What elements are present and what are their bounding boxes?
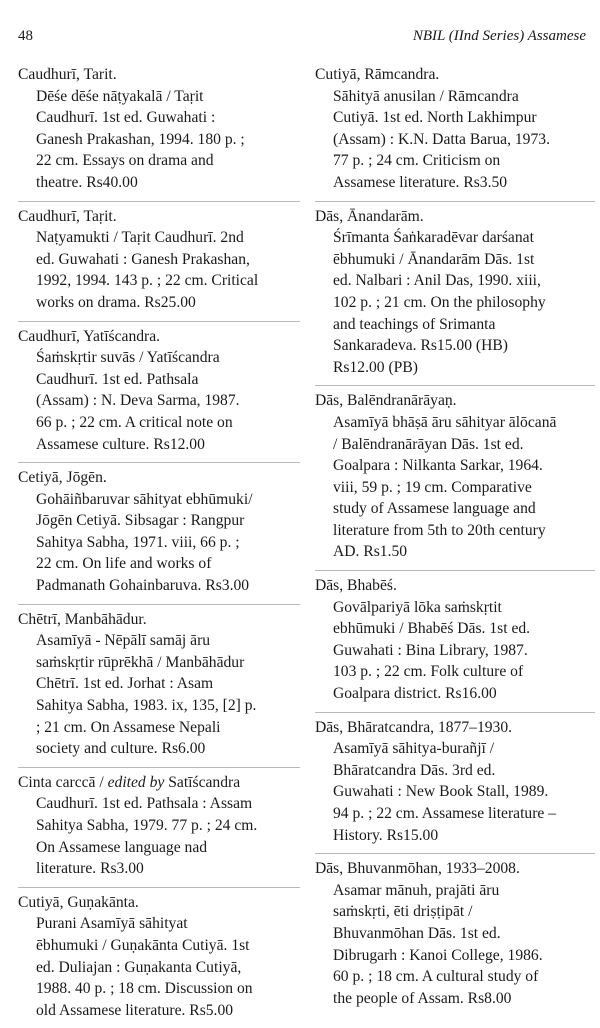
catalog-entry (315, 201, 595, 386)
entry-line: Asamīyā - Nēpālī samāj āru (36, 632, 211, 650)
entry-heading (18, 772, 300, 794)
entry-line: History. Rs15.00 (333, 826, 439, 844)
catalog-entry (18, 64, 300, 201)
entry-line: ed. Nalbari : Anil Das, 1990. xiii, (333, 272, 541, 290)
entry-line: Asamīyā sāhitya-burañjī / (333, 740, 495, 758)
entry-description (18, 489, 300, 597)
entry-heading-text: Cutiyā, Rāmcandra. (315, 66, 440, 83)
entry-heading (315, 575, 595, 597)
entry-line: Ganesh Prakashan, 1994. 180 p. ; (36, 130, 245, 148)
entry-line: literature. Rs3.00 (36, 860, 144, 878)
entry-line: Jōgēn Cetiyā. Sibsagar : Rangpur (36, 512, 245, 530)
entry-line: 77 p. ; 24 cm. Criticism on (333, 152, 501, 170)
catalog-entry (315, 64, 595, 201)
entry-description (315, 880, 595, 1010)
entry-line: Purani Asamīyā sāhityat (36, 915, 188, 933)
catalog-entry (18, 767, 300, 887)
entry-heading (18, 467, 300, 489)
entry-description (315, 227, 595, 378)
entry-line: the people of Assam. Rs8.00 (333, 989, 512, 1007)
entry-heading-text: Cutiyā, Guṇakānta. (18, 893, 139, 911)
entry-line: ; 21 cm. On Assamese Nepali (36, 718, 221, 736)
entry-line: Gohāiñbaruvar sāhityat ebhūmuki/ (36, 490, 253, 508)
entry-description (18, 630, 300, 760)
entry-line: Śrīmanta Śaṅkaradēvar darśanat (333, 229, 534, 247)
entry-line: ebhūmuki / Bhabēś Dās. 1st ed. (333, 620, 531, 638)
entry-line: Sāhityā anusilan / Rāmcandra (333, 87, 519, 105)
entry-heading (315, 717, 595, 739)
entry-line: works on drama. Rs25.00 (36, 293, 196, 311)
entry-line: society and culture. Rs6.00 (36, 740, 206, 758)
right-column (315, 64, 595, 1016)
entry-line: Rs12.00 (PB) (333, 358, 418, 376)
entry-line: Sahitya Sabha, 1983. ix, 135, [2] p. (36, 697, 257, 715)
entry-line: ēbhumuki / Ānandarām Dās. 1st (333, 250, 535, 268)
entry-line: study of Assamese language and (333, 500, 536, 518)
entry-line: saṁskṛti, ēti driṣṭipāt / (333, 903, 473, 921)
page-number: 48 (18, 28, 33, 44)
entry-line: Goalpara district. Rs16.00 (333, 685, 497, 703)
entry-description (18, 793, 300, 879)
entry-line: (Assam) : N. Deva Sarma, 1987. (36, 392, 240, 410)
catalog-entry (18, 887, 300, 1028)
entry-line: ed. Duliajan : Guṇakanta Cutiyā, (36, 958, 242, 976)
entry-heading-text: Dās, Ānandarām. (315, 207, 424, 225)
editor-role: edited by (107, 773, 165, 791)
entry-line: Padmanath Gohainbaruva. Rs3.00 (36, 577, 250, 595)
page-header (16, 28, 586, 52)
entry-line: Bhāratcandra Dās. 3rd ed. (333, 761, 496, 779)
entry-description (315, 412, 595, 563)
entry-line: (Assam) : K.N. Datta Barua, 1973. (333, 130, 550, 148)
entry-line: 22 cm. On life and works of (36, 555, 212, 573)
catalog-entry (18, 604, 300, 767)
entry-line: 60 p. ; 18 cm. A cultural study of (333, 968, 539, 986)
entry-line: 103 p. ; 22 cm. Folk culture of (333, 663, 524, 681)
entry-heading (18, 892, 300, 914)
entry-heading (18, 64, 300, 86)
catalog-entry (315, 712, 595, 854)
catalog-entry (18, 201, 300, 321)
entry-heading-text: Dās, Bhuvanmōhan, 1933–2008. (315, 860, 520, 878)
editor-name: Satīścandra (164, 773, 241, 791)
entry-description (18, 347, 300, 455)
entry-line: 1992, 1994. 143 p. ; 22 cm. Critical (36, 272, 259, 290)
entry-line: 94 p. ; 22 cm. Assamese literature – (333, 805, 557, 822)
entry-line: Guwahati : Bina Library, 1987. (333, 641, 528, 659)
catalog-entry (315, 570, 595, 712)
entry-description (18, 86, 300, 194)
entry-line: Śaṁskṛtir suvās / Yatīścandra (36, 349, 220, 367)
entry-line: 22 cm. Essays on drama and (36, 152, 214, 170)
entry-line: Caudhurī. 1st ed. Pathsala (36, 370, 199, 388)
entry-heading (18, 206, 300, 228)
entry-line: 102 p. ; 21 cm. On the philosophy (333, 293, 546, 311)
catalog-entry (18, 462, 300, 604)
entry-line: viii, 59 p. ; 19 cm. Comparative (333, 478, 532, 496)
entry-heading-text: Dās, Bhabēś. (315, 577, 397, 595)
entry-heading-text: Chētrī, Manbāhādur. (18, 610, 147, 628)
catalog-entry (18, 321, 300, 463)
entry-heading-text: Dās, Bhāratcandra, 1877–1930. (315, 718, 513, 736)
entry-line: ed. Guwahati : Ganesh Prakashan, (36, 250, 250, 268)
entry-heading-text: Caudhurī, Yatīścandra. (18, 327, 161, 345)
entry-line: literature from 5th to 20th century (333, 521, 546, 539)
entry-title: Cinta carccā / (18, 773, 108, 791)
entry-description (315, 738, 595, 846)
entry-line: ēbhumuki / Guṇakānta Cutiyā. 1st (36, 936, 250, 954)
entry-line: AD. Rs1.50 (333, 543, 408, 561)
entry-line: Dēśe dēśe nāṭyakalā / Taṛit (36, 87, 204, 105)
entry-heading (18, 326, 300, 348)
entry-heading (315, 858, 595, 880)
entry-line: Assamese literature. Rs3.50 (333, 173, 508, 191)
entry-line: Bhuvanmōhan Dās. 1st ed. (333, 924, 501, 942)
entry-line: Caudhurī. 1st ed. Guwahati : (36, 109, 216, 127)
entry-line: Goalpara : Nilkanta Sarkar, 1964. (333, 457, 543, 475)
entry-line: Caudhurī. 1st ed. Pathsala : Assam (36, 795, 253, 813)
entry-heading (315, 206, 595, 228)
entry-description (18, 913, 300, 1021)
entry-heading (18, 609, 300, 631)
entry-line: old Assamese literature. Rs5.00 (36, 1001, 234, 1019)
entry-line: Dibrugarh : Kanoi College, 1986. (333, 946, 543, 964)
entry-description (315, 86, 595, 194)
entry-line: On Assamese language nad (36, 838, 208, 856)
entry-line: Asamīyā bhāṣā āru sāhityar ālōcanā (333, 413, 557, 431)
catalog-entry (315, 385, 595, 570)
entry-description (315, 597, 595, 705)
entry-line: Guwahati : New Book Stall, 1989. (333, 783, 549, 801)
entry-heading-text: Caudhurī, Tarit. (18, 66, 117, 83)
entry-line: Chētrī. 1st ed. Jorhat : Asam (36, 675, 214, 693)
entry-line: Naṭyamukti / Taṛit Caudhurī. 2nd (36, 229, 244, 247)
entry-heading (315, 64, 595, 86)
entry-line: saṁskṛtir rūprēkhā / Manbāhādur (36, 653, 245, 671)
entry-line: Cutiyā. 1st ed. North Lakhimpur (333, 109, 537, 127)
entry-line: Govālpariyā lōka saṁskṛtit (333, 598, 502, 616)
entry-heading (315, 390, 595, 412)
entry-line: Assamese culture. Rs12.00 (36, 435, 205, 453)
entry-line: / Balēndranārāyan Dās. 1st ed. (333, 435, 524, 453)
left-column (18, 64, 300, 1028)
entry-line: theatre. Rs40.00 (36, 173, 138, 191)
catalog-entry (315, 853, 595, 1016)
entry-line: Asamar mānuh, prajāti āru (333, 881, 500, 899)
entry-description (18, 227, 300, 313)
entry-heading-text: Dās, Balēndranārāyaṇ. (315, 392, 457, 410)
entry-heading-text: Caudhurī, Taṛit. (18, 207, 117, 225)
entry-line: 1988. 40 p. ; 18 cm. Discussion on (36, 980, 253, 998)
entry-line: Sahitya Sabha, 1979. 77 p. ; 24 cm. (36, 817, 258, 834)
entry-line: 66 p. ; 22 cm. A critical note on (36, 413, 233, 431)
entry-heading-text (18, 772, 300, 794)
entry-line: Sahitya Sabha, 1971. viii, 66 p. ; (36, 533, 240, 551)
entry-heading-text: Cetiyā, Jōgēn. (18, 469, 107, 487)
running-head: NBIL (IInd Series) Assamese (412, 28, 586, 44)
entry-line: Sankaradeva. Rs15.00 (HB) (333, 337, 508, 355)
entry-line: and teachings of Srimanta (333, 315, 496, 333)
